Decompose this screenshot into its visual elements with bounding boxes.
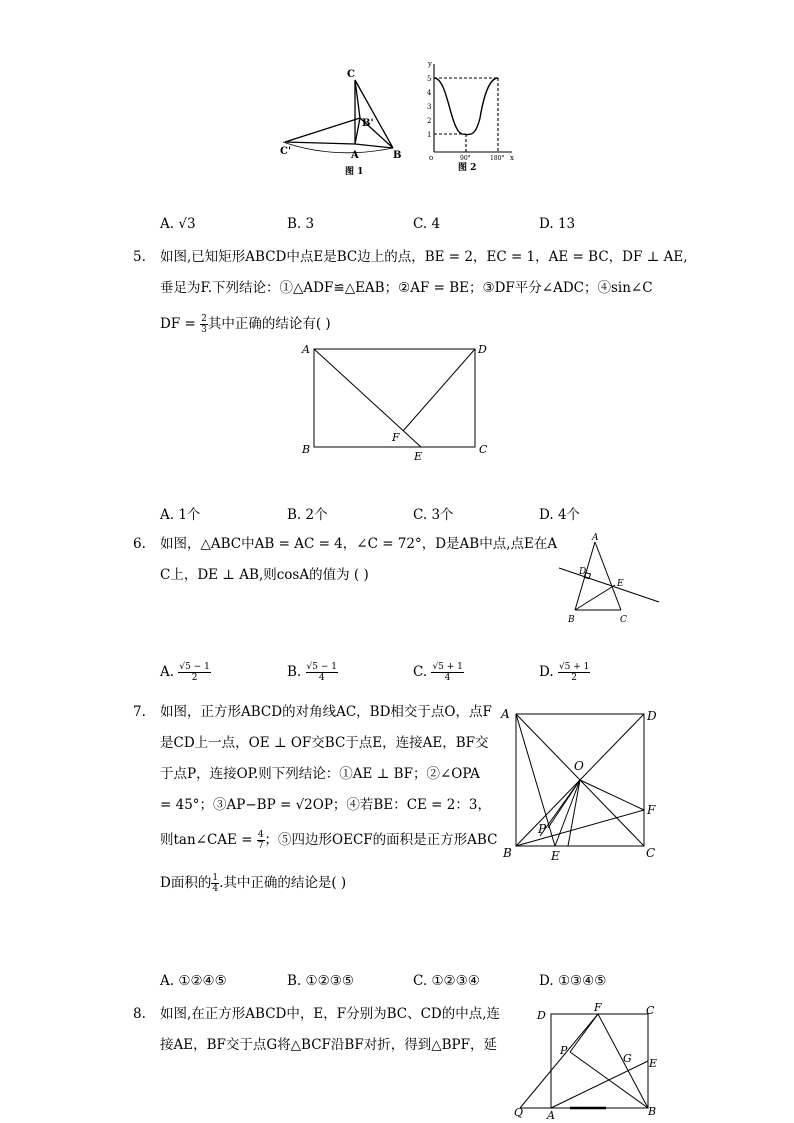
q8-number: 8. [133,1006,146,1022]
q8-label-A: A [547,1109,555,1122]
q6-stem-line-2: C上，DE ⊥ AB,则cosA的值为 ( ) [160,567,369,583]
option-text: √3 [178,216,196,232]
q5-label-D: D [478,343,487,356]
q4-option-c[interactable] [413,216,440,232]
fig1-label-C: C [347,69,355,80]
fig2-tick-1: 1 [427,131,432,139]
q7-stem-line-2: 是CD上一点，OE ⊥ OF交BC于点E，连接AE，BF交 [160,735,489,751]
option-text: 4 [431,216,441,232]
option-text: 3个 [431,507,454,523]
fraction-denominator: 4 [318,673,325,683]
q7-label-F: F [647,803,656,817]
q5-option-c[interactable] [413,503,454,523]
option-letter: C. [413,664,428,680]
fraction-denominator: 2 [571,673,578,683]
q7-fraction-b [211,873,219,894]
option-text: 13 [557,216,576,232]
q7-stem-line-4: = 45°；③AP−BP = √2OP；④若BE：CE = 2：3， [160,797,491,813]
q7-label-A: A [501,707,510,721]
q4-figure-1 [275,62,415,177]
fraction-numerator: 4 [257,830,264,840]
q7-label-E: E [551,849,560,863]
q6-label-E: E [617,579,624,589]
option-fraction [558,662,590,683]
q6-label-B: B [568,615,575,625]
q5-stem-line-1: 如图,已知矩形ABCD中点E是BC边上的点，BE = 2，EC = 1，AE = BC，DF ⊥ AE, [160,249,688,265]
option-text: ①②③⑤ [305,973,354,989]
q7-fraction-a [257,830,265,851]
q8-label-F: F [594,1001,602,1014]
fraction-numerator: √5 + 1 [558,662,590,672]
fig1-caption: 图 1 [345,167,364,177]
q7-stem-line-3: 于点P，连接OP.则下列结论：①AE ⊥ BF；②∠OPA [160,766,480,782]
fig2-caption: 图 2 [458,163,477,173]
q5-stem-line-2: 垂足为F.下列结论：①△ADF≌△EAB；②AF = BE；③DF平分∠ADC；④sin∠C [160,280,653,296]
fig2-tick-2: 2 [427,117,432,125]
q6-option-a[interactable] [160,662,211,683]
option-fraction [431,662,463,683]
option-letter: C. [413,973,428,989]
q8-label-E: E [649,1057,658,1070]
q7-option-d[interactable] [539,973,606,989]
fig2-tick-180: 180° [490,155,505,162]
option-text: 3 [305,216,315,232]
q5-option-a[interactable] [160,503,200,523]
q4-option-d[interactable] [539,216,575,232]
q5-label-E: E [414,450,423,463]
q6-stem-line-1: 如图，△ABC中AB = AC = 4，∠C = 72°，D是AB中点,点E在A [160,536,558,552]
q7-label-C: C [646,846,656,860]
q6-label-C: C [620,615,627,625]
q6-label-D: D [579,567,587,577]
fig2-label-y: y [428,60,432,68]
q7-label-D: D [647,709,657,723]
q6-number: 6. [133,536,146,552]
option-letter: D. [539,973,554,989]
q5-stem-line-3 [160,314,331,335]
fraction-numerator: √5 − 1 [306,662,337,672]
q6-option-c[interactable] [413,662,464,683]
q7-line6-post: .其中正确的结论是( ) [219,875,347,891]
option-letter: C. [413,507,428,523]
q5-fraction [200,314,208,335]
fraction-denominator: 3 [201,325,207,335]
q6-figure-triangle [555,530,665,628]
q5-line3-post: 其中正确的结论有( ) [207,316,331,332]
option-text: ①③④⑤ [557,973,607,989]
q6-label-A: A [592,533,599,543]
option-fraction [306,662,338,683]
q7-figure-square [498,704,663,866]
fraction-denominator: 4 [212,884,219,894]
q7-label-B: B [503,846,512,860]
option-text: ①②④⑤ [178,973,227,989]
fig2-tick-4: 4 [427,89,432,97]
fig2-tick-5: 5 [427,75,432,83]
fraction-denominator: 4 [444,673,451,683]
option-letter: A. [160,216,175,232]
option-letter: B. [287,664,302,680]
q8-stem-line-1: 如图,在正方形ABCD中，E，F分别为BC、CD的中点,连 [160,1006,501,1022]
q8-label-D: D [537,1009,546,1022]
option-letter: A. [160,973,175,989]
option-letter: A. [160,507,175,523]
option-letter: C. [413,216,428,232]
option-text: 4个 [557,507,581,523]
fig2-tick-3: 3 [427,103,432,111]
q8-label-G: G [623,1052,632,1065]
q8-figure-square [510,1000,665,1123]
fraction-numerator: 2 [201,314,207,324]
fig2-tick-90: 90° [460,155,471,162]
q7-stem-line-5 [160,830,497,851]
option-letter: D. [539,507,554,523]
fraction-numerator: √5 − 1 [179,662,210,672]
q7-line6-pre: D面积的 [160,875,212,891]
q5-figure-rectangle [298,340,498,465]
fraction-numerator: √5 + 1 [432,662,463,672]
q5-label-F: F [392,431,400,444]
q8-label-B: B [648,1105,657,1118]
q8-label-Q: Q [514,1106,524,1119]
option-letter: B. [287,973,302,989]
option-letter: D. [539,216,554,232]
option-letter: B. [287,507,302,523]
option-fraction [178,662,210,683]
fig2-origin: o [429,154,434,162]
q4-option-a[interactable] [160,216,196,232]
q7-stem-line-6 [160,873,346,894]
q6-option-d[interactable] [539,662,590,683]
option-text: 2个 [305,507,328,523]
option-text: 1个 [178,507,201,523]
fraction-denominator: 2 [191,673,198,683]
q7-label-O: O [574,759,584,773]
q7-label-P: P [538,822,547,836]
q5-option-b[interactable] [287,503,328,523]
option-letter: D. [539,664,554,680]
fig1-label-B: B [393,150,402,161]
option-letter: A. [160,664,175,680]
fraction-numerator: 1 [212,873,219,883]
option-text: ①②③④ [431,973,480,989]
q8-stem-line-2: 接AE，BF交于点G将△BCF沿BF对折，得到△BPF，延 [160,1037,497,1053]
q8-label-C: C [646,1004,655,1017]
q8-label-P: P [560,1044,568,1057]
q4-figure-2 [420,58,520,173]
q7-stem-line-1: 如图，正方形ABCD的对角线AC，BD相交于点O，点F [160,704,492,720]
q5-number: 5. [133,249,146,265]
q7-option-b[interactable] [287,973,354,989]
option-letter: B. [287,216,302,232]
q5-label-B: B [302,443,311,456]
q6-option-b[interactable] [287,662,338,683]
q7-option-a[interactable] [160,973,227,989]
q5-label-A: A [302,343,310,356]
q5-line3-pre: DF = [160,316,201,332]
q7-option-c[interactable] [413,973,480,989]
fraction-denominator: 7 [257,841,264,851]
fig2-label-x: x [510,154,514,162]
q5-option-d[interactable] [539,503,580,523]
fig1-label-A: A [351,150,359,161]
q7-line5-pre: 则tan∠CAE = [160,832,257,848]
fig1-label-Cp: C' [280,146,292,157]
q7-number: 7. [133,704,146,720]
q7-line5-post: ；⑤四边形OECF的面积是正方形ABC [264,832,498,848]
q4-option-b[interactable] [287,216,314,232]
fig1-label-Bp: B' [362,118,374,129]
q5-label-C: C [479,443,488,456]
